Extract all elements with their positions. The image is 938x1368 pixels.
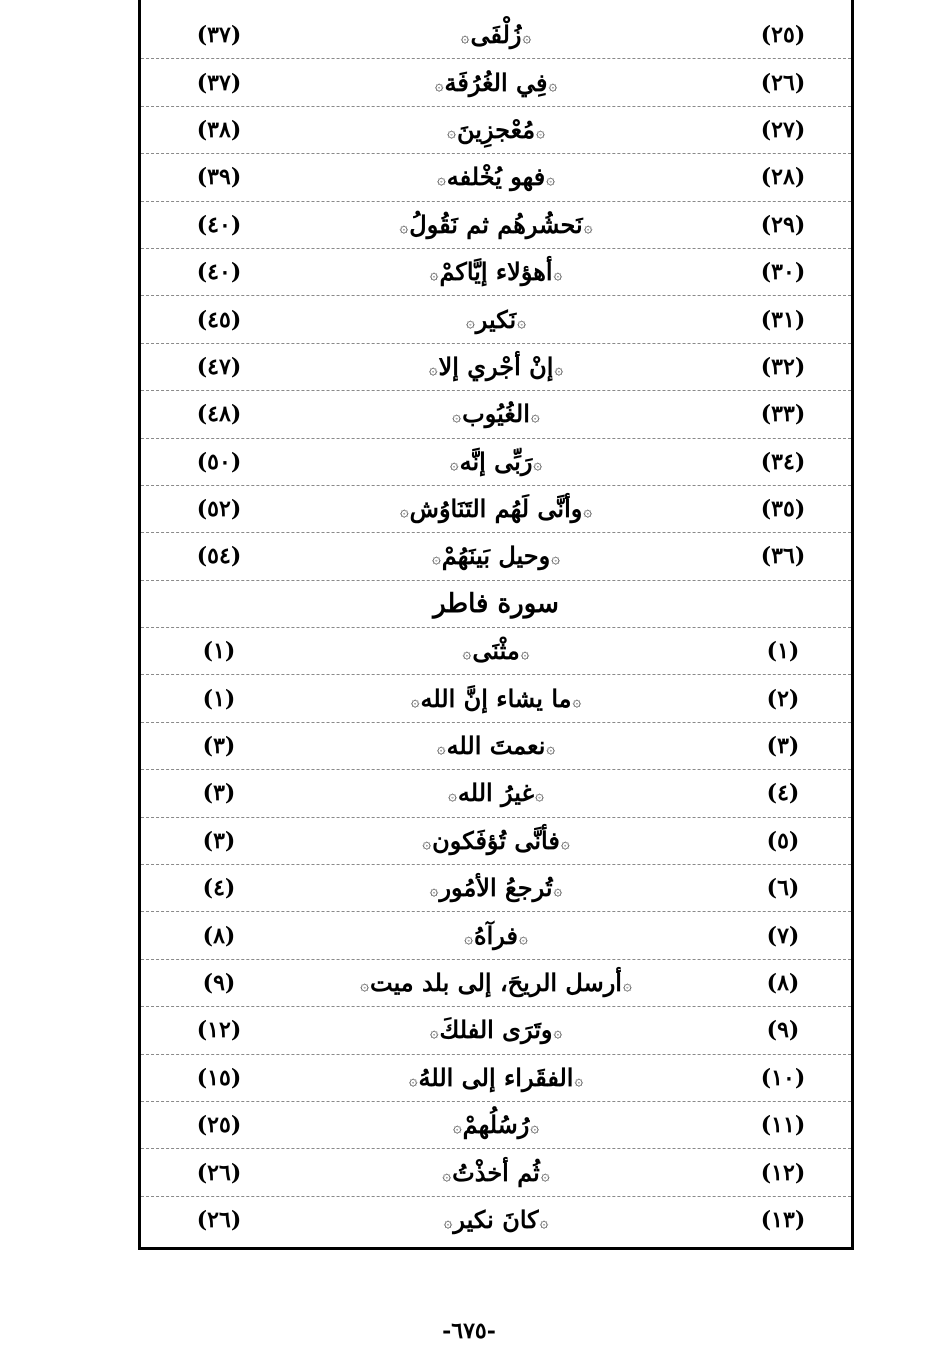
ornate-bracket-open-icon: ۞ bbox=[518, 928, 528, 947]
ayah-number bbox=[733, 581, 833, 627]
page-reference bbox=[169, 723, 269, 769]
ornate-bracket-open-icon: ۞ bbox=[536, 122, 545, 141]
ayah-number-text: (٢) bbox=[766, 685, 800, 712]
quran-word-text: تُرجعُ الأمُور bbox=[439, 873, 553, 903]
ornate-bracket-close-icon: ۞ bbox=[464, 928, 474, 947]
ayah-number bbox=[733, 1055, 833, 1101]
page-reference-text: (٩) bbox=[202, 970, 236, 996]
quran-word bbox=[271, 912, 721, 958]
quran-word bbox=[271, 12, 721, 58]
page-reference-text: (٣٨) bbox=[196, 116, 242, 143]
table-row bbox=[141, 1007, 851, 1054]
quran-word-text: وحيل بَينَهُمْ bbox=[441, 541, 551, 571]
quran-word-text: الغُيُوب bbox=[462, 399, 530, 429]
quran-word-text: فِي الغُرُفَة bbox=[444, 67, 548, 97]
page-reference bbox=[169, 533, 269, 579]
ornate-bracket-close-icon: ۞ bbox=[410, 691, 420, 710]
quran-word-text: ما يشاء إنَّ الله bbox=[420, 683, 572, 713]
ayah-number bbox=[733, 960, 833, 1006]
word-index-table bbox=[141, 12, 851, 1244]
quran-word-text: رَبِّى إنَّه bbox=[459, 446, 533, 476]
table-row bbox=[141, 675, 851, 722]
page-reference-text: (٥٢) bbox=[196, 496, 242, 523]
quran-word bbox=[271, 344, 721, 390]
ornate-bracket-close-icon: ۞ bbox=[465, 312, 475, 331]
page-reference bbox=[169, 770, 269, 816]
quran-word-text: فهو يُخْلفه bbox=[446, 162, 546, 192]
index-table-frame bbox=[138, 0, 854, 1250]
quran-word bbox=[271, 486, 721, 532]
page-reference bbox=[169, 865, 269, 911]
ornate-bracket-close-icon: ۞ bbox=[399, 217, 409, 236]
quran-word bbox=[271, 59, 721, 105]
ayah-number bbox=[733, 723, 833, 769]
quran-word-text: مثْنَى bbox=[472, 636, 520, 666]
ornate-bracket-close-icon: ۞ bbox=[429, 265, 439, 284]
table-row bbox=[141, 912, 851, 959]
ornate-bracket-open-icon: ۞ bbox=[520, 644, 530, 663]
page-reference bbox=[169, 12, 269, 58]
page-reference-text: (٤٠) bbox=[196, 211, 242, 238]
page-reference bbox=[169, 1197, 269, 1244]
table-row bbox=[141, 1197, 851, 1244]
quran-word-text: نَكير bbox=[475, 304, 517, 334]
table-row bbox=[141, 439, 851, 486]
page-reference-text: (٤٠) bbox=[196, 259, 242, 286]
quran-word bbox=[271, 675, 721, 721]
ornate-bracket-open-icon: ۞ bbox=[583, 217, 593, 236]
table-row bbox=[141, 391, 851, 438]
page-reference bbox=[169, 628, 269, 674]
page-reference-text: (١) bbox=[202, 685, 236, 712]
surah-title bbox=[271, 581, 721, 627]
ayah-number-text: (٣٣) bbox=[760, 401, 806, 428]
page-reference bbox=[169, 486, 269, 532]
ornate-bracket-open-icon: ۞ bbox=[517, 312, 526, 331]
ornate-bracket-open-icon: ۞ bbox=[548, 75, 558, 94]
ayah-number bbox=[733, 533, 833, 579]
page-reference bbox=[169, 1055, 269, 1101]
ayah-number bbox=[733, 1149, 833, 1195]
ayah-number bbox=[733, 391, 833, 437]
page-number: -٦٧٥- bbox=[442, 1318, 496, 1344]
ornate-bracket-close-icon: ۞ bbox=[452, 1118, 462, 1137]
ornate-bracket-open-icon: ۞ bbox=[572, 691, 582, 710]
ayah-number-text: (٩) bbox=[766, 1017, 800, 1044]
ornate-bracket-open-icon: ۞ bbox=[574, 1070, 584, 1089]
quran-word bbox=[271, 391, 721, 437]
table-row bbox=[141, 249, 851, 296]
ayah-number bbox=[733, 1197, 833, 1244]
ornate-bracket-close-icon: ۞ bbox=[436, 170, 446, 189]
table-row bbox=[141, 1102, 851, 1149]
ayah-number bbox=[733, 628, 833, 674]
ayah-number-text: (١١) bbox=[760, 1112, 806, 1139]
quran-word bbox=[271, 818, 721, 864]
table-row bbox=[141, 960, 851, 1007]
page-reference bbox=[169, 439, 269, 485]
page-reference-text: (٢٦) bbox=[196, 1159, 242, 1186]
ornate-bracket-close-icon: ۞ bbox=[452, 407, 462, 426]
quran-word bbox=[271, 960, 721, 1006]
page-reference-text: (٤) bbox=[202, 875, 236, 902]
ayah-number bbox=[733, 202, 833, 248]
page-reference-text: (٣٩) bbox=[196, 164, 242, 191]
ayah-number bbox=[733, 12, 833, 58]
table-row bbox=[141, 59, 851, 106]
ornate-bracket-open-icon: ۞ bbox=[553, 881, 563, 900]
page-reference-text: (١٥) bbox=[196, 1064, 242, 1091]
ornate-bracket-close-icon: ۞ bbox=[443, 1213, 453, 1232]
ornate-bracket-open-icon: ۞ bbox=[551, 549, 560, 568]
ayah-number-text: (١٣) bbox=[760, 1207, 806, 1234]
ayah-number-text: (٢٥) bbox=[760, 22, 806, 49]
ayah-number-text: (١٢) bbox=[760, 1159, 806, 1186]
ayah-number-text: (٢٧) bbox=[760, 116, 806, 143]
page-reference-text: (٣٧) bbox=[196, 69, 242, 96]
page-reference bbox=[169, 202, 269, 248]
ayah-number bbox=[733, 486, 833, 532]
table-row bbox=[141, 296, 851, 343]
table-row bbox=[141, 533, 851, 580]
page-reference bbox=[169, 249, 269, 295]
quran-word bbox=[271, 439, 721, 485]
ayah-number bbox=[733, 344, 833, 390]
ayah-number-text: (٤) bbox=[766, 780, 800, 807]
page-reference bbox=[169, 344, 269, 390]
quran-word bbox=[271, 249, 721, 295]
page-reference-text: (٣) bbox=[202, 827, 236, 854]
quran-word bbox=[271, 1197, 721, 1244]
table-row bbox=[141, 1055, 851, 1102]
ayah-number-text: (٣٥) bbox=[760, 496, 806, 523]
page-reference-text: (٥٠) bbox=[196, 448, 242, 475]
table-row bbox=[141, 107, 851, 154]
table-row bbox=[141, 628, 851, 675]
quran-word-text: أهؤلاء إيَّاكمْ bbox=[439, 257, 553, 287]
ayah-number bbox=[733, 675, 833, 721]
ornate-bracket-open-icon: ۞ bbox=[546, 170, 555, 189]
page-reference-text: (٨) bbox=[202, 922, 236, 949]
ayah-number bbox=[733, 249, 833, 295]
page-reference-text: (٣) bbox=[202, 733, 236, 760]
ayah-number-text: (٣٠) bbox=[760, 259, 806, 286]
table-row bbox=[141, 344, 851, 391]
page-reference-text: (٢٦) bbox=[196, 1207, 242, 1234]
quran-word bbox=[271, 296, 721, 342]
ayah-number bbox=[733, 59, 833, 105]
ornate-bracket-close-icon: ۞ bbox=[448, 786, 457, 805]
quran-word-text: ثُم أخذْتُ bbox=[452, 1157, 540, 1187]
ayah-number-text: (٣) bbox=[766, 733, 800, 760]
page-reference-text: (٤٧) bbox=[196, 353, 242, 380]
ayah-number bbox=[733, 154, 833, 200]
ayah-number bbox=[733, 1102, 833, 1148]
page-reference bbox=[169, 1149, 269, 1195]
ornate-bracket-open-icon: ۞ bbox=[539, 1213, 549, 1232]
quran-word-text: كانَ نكير bbox=[453, 1205, 539, 1235]
table-row bbox=[141, 865, 851, 912]
ayah-number-text: (٣١) bbox=[760, 306, 806, 333]
ornate-bracket-close-icon: ۞ bbox=[449, 454, 459, 473]
ornate-bracket-open-icon: ۞ bbox=[522, 28, 532, 47]
ayah-number-text: (٦) bbox=[766, 875, 800, 902]
quran-word-text: نعمتَ الله bbox=[446, 731, 546, 761]
ornate-bracket-open-icon: ۞ bbox=[546, 739, 556, 758]
page-reference bbox=[169, 107, 269, 153]
quran-word bbox=[271, 770, 721, 816]
ornate-bracket-open-icon: ۞ bbox=[583, 502, 593, 521]
quran-word bbox=[271, 628, 721, 674]
ornate-bracket-open-icon: ۞ bbox=[560, 833, 570, 852]
table-row bbox=[141, 1149, 851, 1196]
quran-word bbox=[271, 865, 721, 911]
quran-word bbox=[271, 1102, 721, 1148]
ayah-number-text: (٣٦) bbox=[760, 543, 806, 570]
table-row bbox=[141, 202, 851, 249]
ayah-number-text: (٨) bbox=[766, 970, 800, 996]
ornate-bracket-close-icon: ۞ bbox=[447, 122, 456, 141]
page-reference-text: (٤٨) bbox=[196, 401, 242, 428]
table-row bbox=[141, 12, 851, 59]
quran-word-text: مُعْجزِينَ bbox=[456, 114, 536, 144]
quran-word-text: رُسُلُهمْ bbox=[462, 1110, 530, 1140]
ayah-number-text: (٣٤) bbox=[760, 448, 806, 475]
page-reference bbox=[169, 912, 269, 958]
ornate-bracket-open-icon: ۞ bbox=[554, 359, 564, 378]
quran-word-text: فرآهُ bbox=[474, 920, 518, 950]
ornate-bracket-close-icon: ۞ bbox=[432, 549, 441, 568]
page-reference bbox=[169, 818, 269, 864]
page-reference bbox=[169, 154, 269, 200]
page-reference-text: (٥٤) bbox=[196, 543, 242, 570]
page-reference bbox=[169, 960, 269, 1006]
ayah-number-text: (٢٦) bbox=[760, 69, 806, 96]
ornate-bracket-close-icon: ۞ bbox=[462, 644, 472, 663]
page-reference-text: (٢٥) bbox=[196, 1112, 242, 1139]
ornate-bracket-open-icon: ۞ bbox=[553, 1023, 563, 1042]
surah-heading-row bbox=[141, 581, 851, 628]
ornate-bracket-close-icon: ۞ bbox=[434, 75, 444, 94]
page-reference bbox=[169, 59, 269, 105]
ornate-bracket-open-icon: ۞ bbox=[553, 265, 563, 284]
quran-word bbox=[271, 1055, 721, 1101]
ayah-number bbox=[733, 107, 833, 153]
page-reference-text: (١) bbox=[202, 638, 236, 665]
quran-word-text: غيرُ الله bbox=[457, 778, 535, 808]
ornate-bracket-close-icon: ۞ bbox=[436, 739, 446, 758]
ayah-number bbox=[733, 818, 833, 864]
ayah-number bbox=[733, 865, 833, 911]
quran-word bbox=[271, 1007, 721, 1053]
page-reference bbox=[169, 675, 269, 721]
quran-word-text: زُلْفَى bbox=[470, 20, 522, 50]
quran-word bbox=[271, 202, 721, 248]
quran-word-text: نَحشُرهُم ثم نَقُولُ bbox=[409, 209, 583, 239]
ayah-number-text: (٢٨) bbox=[760, 164, 806, 191]
quran-word bbox=[271, 533, 721, 579]
page-reference-text: (٣) bbox=[202, 780, 236, 807]
table-row bbox=[141, 818, 851, 865]
page-reference bbox=[169, 296, 269, 342]
ayah-number-text: (١٠) bbox=[760, 1064, 806, 1091]
page-reference-text: (١٢) bbox=[196, 1017, 242, 1044]
ornate-bracket-close-icon: ۞ bbox=[429, 881, 439, 900]
quran-word bbox=[271, 1149, 721, 1195]
ornate-bracket-close-icon: ۞ bbox=[422, 833, 432, 852]
ayah-number-text: (٥) bbox=[766, 827, 800, 854]
quran-word bbox=[271, 154, 721, 200]
ornate-bracket-open-icon: ۞ bbox=[533, 454, 543, 473]
quran-word bbox=[271, 107, 721, 153]
ayah-number-text: (١) bbox=[766, 638, 800, 665]
ayah-number bbox=[733, 912, 833, 958]
quran-word-text: الفقَراء إلى اللهُ bbox=[418, 1062, 574, 1092]
table-row bbox=[141, 154, 851, 201]
ornate-bracket-open-icon: ۞ bbox=[535, 786, 544, 805]
table-row bbox=[141, 770, 851, 817]
ornate-bracket-close-icon: ۞ bbox=[428, 359, 438, 378]
page-reference bbox=[169, 1007, 269, 1053]
ornate-bracket-open-icon: ۞ bbox=[530, 1118, 540, 1137]
surah-title-text: سورة فاطر bbox=[433, 588, 559, 619]
ornate-bracket-open-icon: ۞ bbox=[622, 976, 632, 994]
ayah-number-text: (٣٢) bbox=[760, 353, 806, 380]
ornate-bracket-close-icon: ۞ bbox=[408, 1070, 418, 1089]
ayah-number bbox=[733, 439, 833, 485]
ornate-bracket-open-icon: ۞ bbox=[540, 1165, 550, 1184]
quran-word-text: وتَرَى الفلكَ bbox=[439, 1015, 553, 1045]
ornate-bracket-close-icon: ۞ bbox=[399, 502, 409, 521]
ayah-number-text: (٢٩) bbox=[760, 211, 806, 238]
page-reference bbox=[169, 391, 269, 437]
page-reference bbox=[169, 581, 269, 627]
ornate-bracket-close-icon: ۞ bbox=[460, 28, 470, 47]
page-reference bbox=[169, 1102, 269, 1148]
quran-word-text: أرسل الريحَ، إلى بلد ميت bbox=[370, 968, 622, 997]
ornate-bracket-open-icon: ۞ bbox=[530, 407, 540, 426]
ayah-number bbox=[733, 296, 833, 342]
ayah-number bbox=[733, 770, 833, 816]
page-reference-text: (٣٧) bbox=[196, 22, 242, 49]
quran-word-text: فأنَّى تُؤفَكون bbox=[432, 825, 560, 855]
quran-word-text: وأنَّى لَهُم التَنَاوُش bbox=[409, 494, 583, 524]
table-row bbox=[141, 486, 851, 533]
ornate-bracket-close-icon: ۞ bbox=[360, 976, 369, 994]
page-reference-text: (٤٥) bbox=[196, 306, 242, 333]
ayah-number-text: (٧) bbox=[766, 922, 800, 949]
table-row bbox=[141, 723, 851, 770]
ornate-bracket-close-icon: ۞ bbox=[442, 1165, 452, 1184]
ayah-number bbox=[733, 1007, 833, 1053]
quran-word-text: إنْ أجْري إلا bbox=[438, 351, 554, 381]
quran-word bbox=[271, 723, 721, 769]
ornate-bracket-close-icon: ۞ bbox=[429, 1023, 439, 1042]
